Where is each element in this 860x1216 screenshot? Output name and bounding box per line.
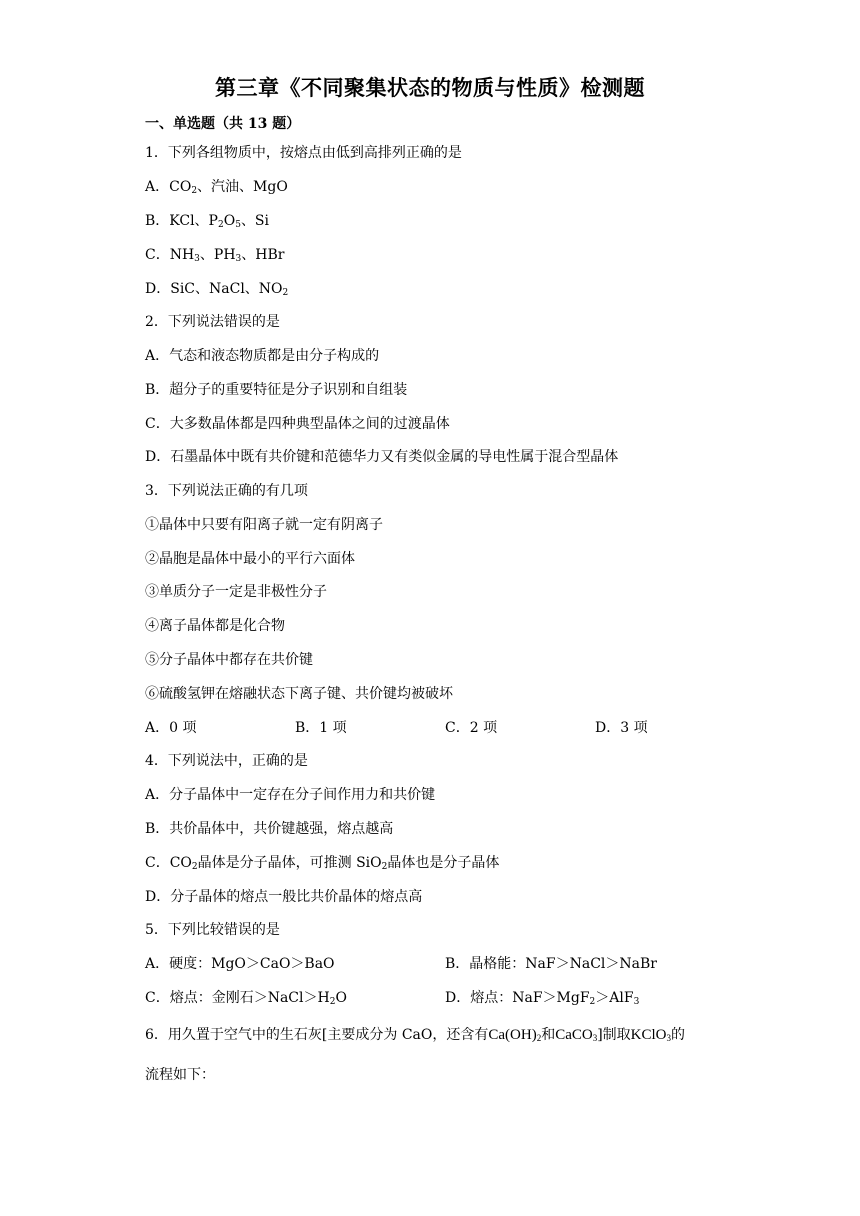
q3-option-c: C．2 项 <box>445 720 498 736</box>
q3-stem: 3．下列说法正确的有几项 <box>145 483 308 499</box>
q2-option-a: A．气态和液态物质都是由分子构成的 <box>145 348 380 364</box>
q3-option-b: B．1 项 <box>295 720 347 736</box>
q2-option-b: B．超分子的重要特征是分子识别和自组装 <box>145 382 408 398</box>
q4-option-a: A．分子晶体中一定存在分子间作用力和共价键 <box>145 787 436 803</box>
q2-stem: 2．下列说法错误的是 <box>145 314 280 330</box>
q1-option-d: D．SiC、NaCl、$NO_2$ <box>145 281 289 298</box>
q1-option-b: B．KCl、$P_2O_5$、Si <box>145 213 270 230</box>
q1-stem: 1．下列各组物质中，按熔点由低到高排列正确的是 <box>145 145 462 161</box>
section-heading: 一、单选题（共 13 题） <box>145 116 301 132</box>
q4-option-b: B．共价晶体中，共价键越强，熔点越高 <box>145 821 394 837</box>
q1-option-c: C．$NH_3$、$PH_3$、HBr <box>145 247 285 264</box>
q4-stem: 4．下列说法中，正确的是 <box>145 753 308 769</box>
q3-statement-3: ③单质分子一定是非极性分子 <box>145 584 327 600</box>
q4-option-c: C．$CO_2$晶体是分子晶体，可推测 SiO$_2$晶体也是分子晶体 <box>145 855 500 872</box>
q2-option-d: D．石墨晶体中既有共价键和范德华力又有类似金属的导电性属于混合型晶体 <box>145 449 619 465</box>
q3-statement-2: ②晶胞是晶体中最小的平行六面体 <box>145 551 355 567</box>
q6-stem-line2: 流程如下： <box>145 1067 215 1083</box>
q1-option-a: A．$CO_2$、汽油、MgO <box>145 179 288 196</box>
q6-stem-line1: 6．用久置于空气中的生石灰[主要成分为 CaO，还含有$Ca(OH)_2$和CaCO$_3$]制取KClO$_3$的 <box>145 1027 685 1043</box>
q3-statement-4: ④离子晶体都是化合物 <box>145 618 285 634</box>
q5-option-c: C．熔点：金刚石$>NaCl>H_2O$ <box>145 990 347 1007</box>
formula-calcium-hydroxide: $Ca(OH)_2$ <box>488 1027 542 1043</box>
page-title: 第三章《不同聚集状态的物质与性质》检测题 <box>215 75 645 100</box>
q3-option-d: D．3 项 <box>595 720 648 736</box>
q3-option-a: A．0 项 <box>145 720 197 736</box>
q3-statement-6: ⑥硫酸氢钾在熔融状态下离子键、共价键均被破坏 <box>145 686 453 702</box>
q5-option-a: A．硬度：MgO＞CaO＞BaO <box>145 956 335 972</box>
formula-potassium-chlorate: KClO$_3$ <box>630 1027 671 1043</box>
q5-option-b: B．晶格能：NaF＞NaCl＞NaBr <box>445 956 657 972</box>
q5-stem: 5．下列比较错误的是 <box>145 922 280 938</box>
q2-option-c: C．大多数晶体都是四种典型晶体之间的过渡晶体 <box>145 416 450 432</box>
q4-option-d: D．分子晶体的熔点一般比共价晶体的熔点高 <box>145 889 423 905</box>
q5-option-d: D．熔点：NaF＞MgF$_2$＞AlF$_3$ <box>445 990 640 1007</box>
q3-statement-1: ①晶体中只要有阳离子就一定有阴离子 <box>145 517 383 533</box>
q3-statement-5: ⑤分子晶体中都存在共价键 <box>145 652 313 668</box>
formula-calcium-carbonate: CaCO$_3$ <box>555 1027 598 1043</box>
